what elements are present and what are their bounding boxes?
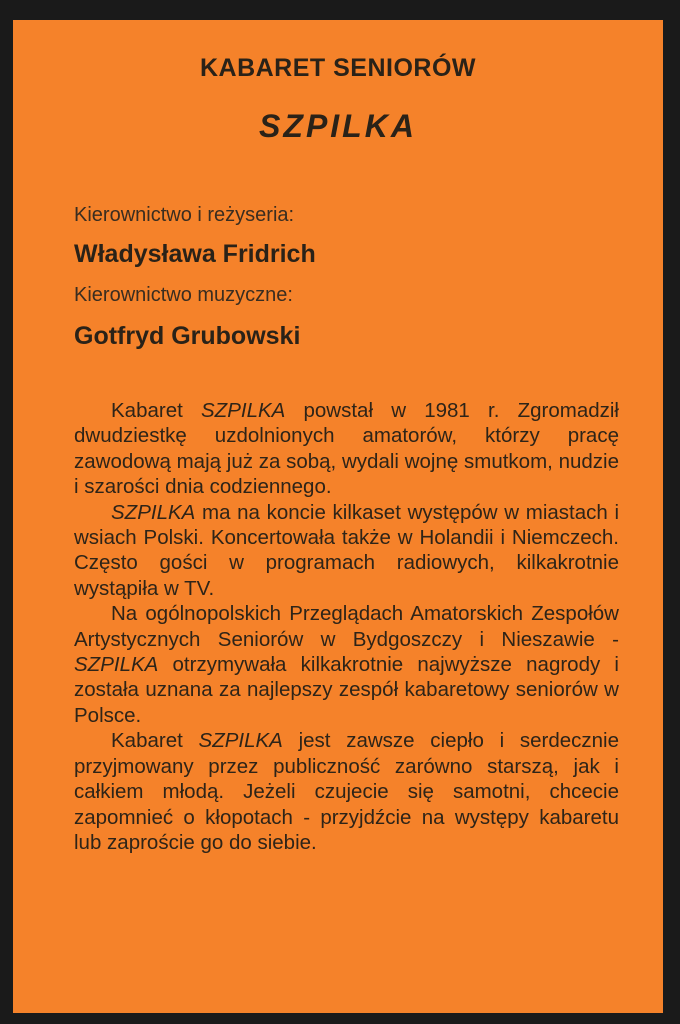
paragraph-history (74, 398, 619, 500)
music-direction-label: Kierownictwo muzyczne: (74, 284, 293, 306)
cabaret-name: SZPILKA (259, 108, 417, 144)
paragraph-awards (74, 601, 619, 728)
direction-label: Kierownictwo i reżyseria: (74, 204, 295, 226)
paragraph-invitation (74, 728, 619, 855)
text-segment: jest zawsze ciepło i serdecznie przyjmowany przez publiczność zarówno starszą, jak i całkiem młodą. Jeżeli czujecie się samotni, chcecie zapomnieć o kłopotach - przyjdźcie na występy kabaretu lub zaproście go do siebie. (74, 729, 619, 854)
cabaret-name-inline: SZPILKA (111, 500, 196, 524)
cabaret-name-inline: SZPILKA (198, 729, 283, 753)
paragraph-performances (74, 500, 619, 602)
description (74, 398, 619, 855)
director-name: Władysława Fridrich (74, 240, 316, 268)
text-segment: ma na koncie kilkaset występów w miastach i wsiach Polski. Koncertowała także w Holandii i Niemczech. Często gości w programach radiowych, kilkakrotnie wystąpiła w TV. (74, 500, 619, 600)
cabaret-name-inline: SZPILKA (201, 399, 286, 422)
cabaret-name-inline: SZPILKA (74, 653, 159, 677)
text-segment: Kabaret (111, 399, 201, 422)
text-segment: Na ogólnopolskich Przeglądach Amatorskich Zespołów Artystycznych Seniorów w Bydgoszczy i Nieszawie - (74, 602, 619, 651)
text-segment: otrzymywała kilkakrotnie najwyższe nagrody i została uznana za najlepszy zespół kabaretowy seniorów w Polsce. (74, 653, 619, 727)
music-director-name: Gotfryd Grubowski (74, 322, 301, 350)
text-segment: powstał w 1981 r. Zgromadził dwudziestkę uzdolnionych amatorów, którzy pracę zawodową mają już za sobą, wydali wojnę smutkom, nudzie i szarości dnia codziennego. (74, 399, 619, 499)
text-segment: Kabaret (111, 729, 199, 753)
page-title: KABARET SENIORÓW (199, 54, 477, 82)
flyer-card (13, 20, 663, 1013)
